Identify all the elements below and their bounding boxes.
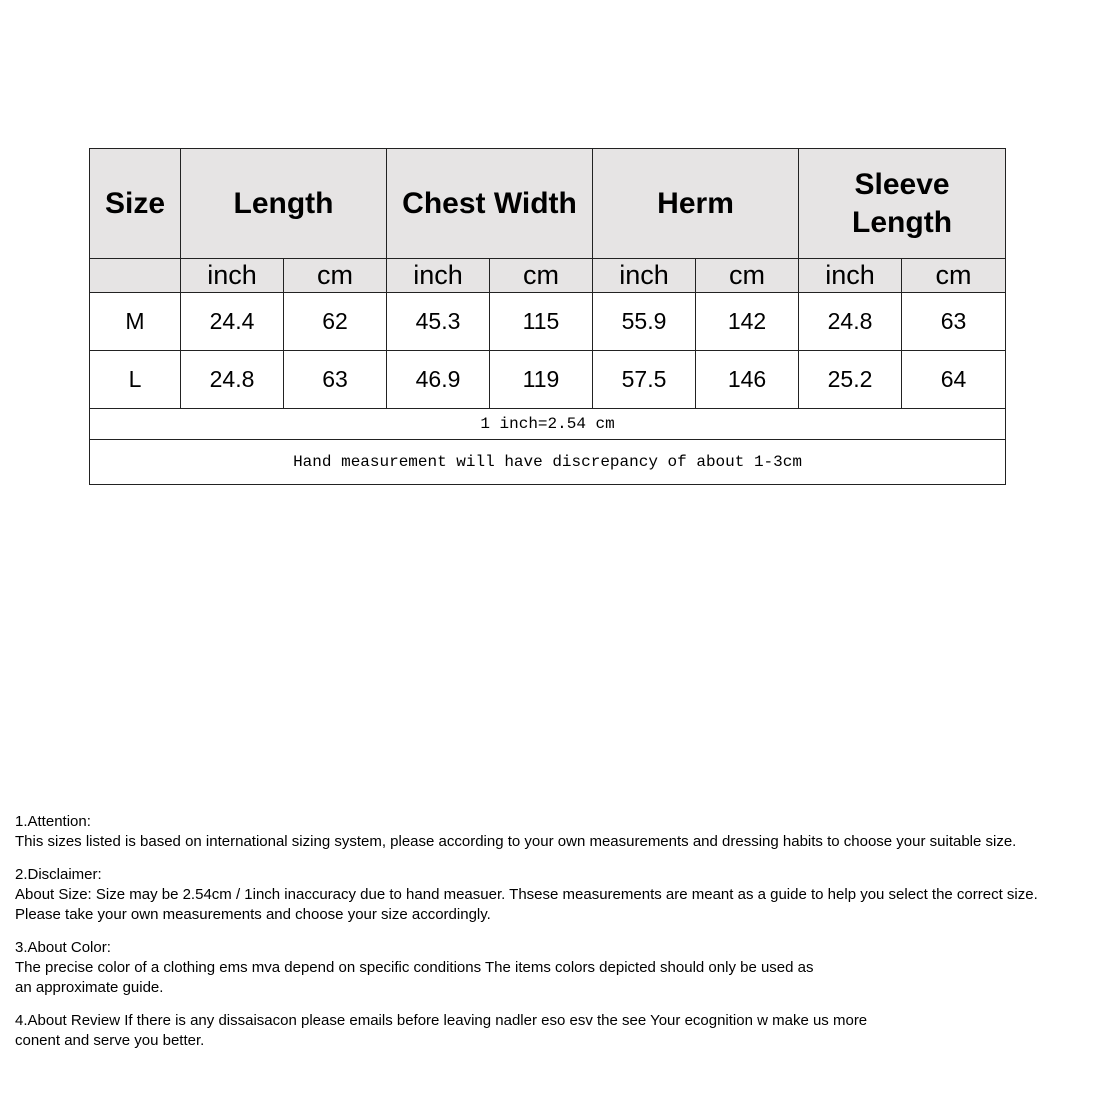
value-cell: 25.2 xyxy=(799,351,902,409)
table-row xyxy=(90,351,1006,409)
header-sleeve-length xyxy=(799,149,1006,259)
unit-cell: cm xyxy=(284,259,387,293)
header-length: Length xyxy=(181,149,387,259)
header-sleeve-line2: Length xyxy=(852,205,953,239)
table-row xyxy=(90,293,1006,351)
color-text-2: an approximate guide. xyxy=(15,979,164,996)
conversion-note: 1 inch=2.54 cm xyxy=(90,409,1006,440)
color-title: 3.About Color: xyxy=(15,939,111,956)
value-cell: 142 xyxy=(696,293,799,351)
review-text-1: 4.About Review If there is any dissaisacon please emails before leaving nadler eso esv the see Your ecognition w make us more xyxy=(15,1012,868,1029)
unit-cell-blank xyxy=(90,259,181,293)
unit-row xyxy=(90,259,1006,293)
header-herm: Herm xyxy=(593,149,799,259)
value-cell: 63 xyxy=(284,351,387,409)
unit-cell: inch xyxy=(181,259,284,293)
value-cell: 46.9 xyxy=(387,351,490,409)
value-cell: 146 xyxy=(696,351,799,409)
unit-cell: inch xyxy=(593,259,696,293)
measurement-row xyxy=(90,440,1006,485)
color-note xyxy=(15,938,1100,998)
review-text-2: conent and serve you better. xyxy=(15,1032,205,1049)
disclaimer-text-1: About Size: Size may be 2.54cm / 1inch inaccuracy due to hand measuer. Thsese measurements are meant as a guide to help you select the correct size. xyxy=(15,886,1038,903)
value-cell: 24.8 xyxy=(181,351,284,409)
header-size: Size xyxy=(90,149,181,259)
attention-title: 1.Attention: xyxy=(15,813,91,830)
unit-cell: inch xyxy=(387,259,490,293)
attention-text: This sizes listed is based on international sizing system, please according to your own measurements and dressing habits to choose your suitable size. xyxy=(15,833,1017,850)
unit-cell: cm xyxy=(902,259,1006,293)
disclaimer-title: 2.Disclaimer: xyxy=(15,866,102,883)
value-cell: 45.3 xyxy=(387,293,490,351)
header-row xyxy=(90,149,1006,259)
unit-cell: cm xyxy=(696,259,799,293)
unit-cell: inch xyxy=(799,259,902,293)
conversion-row xyxy=(90,409,1006,440)
value-cell: 24.4 xyxy=(181,293,284,351)
header-sleeve-line1: Sleeve xyxy=(854,167,950,201)
notes-section xyxy=(15,812,1100,1064)
review-note xyxy=(15,1011,1100,1051)
measurement-note: Hand measurement will have discrepancy of about 1-3cm xyxy=(90,440,1006,485)
size-cell: M xyxy=(90,293,181,351)
value-cell: 63 xyxy=(902,293,1006,351)
size-chart-table xyxy=(89,148,1006,485)
value-cell: 55.9 xyxy=(593,293,696,351)
attention-note xyxy=(15,812,1100,852)
size-cell: L xyxy=(90,351,181,409)
color-text-1: The precise color of a clothing ems mva depend on specific conditions The items colors depicted should only be used as xyxy=(15,959,814,976)
disclaimer-text-2: Please take your own measurements and choose your size accordingly. xyxy=(15,906,491,923)
value-cell: 115 xyxy=(490,293,593,351)
header-chest-width: Chest Width xyxy=(387,149,593,259)
value-cell: 64 xyxy=(902,351,1006,409)
value-cell: 57.5 xyxy=(593,351,696,409)
value-cell: 119 xyxy=(490,351,593,409)
value-cell: 24.8 xyxy=(799,293,902,351)
unit-cell: cm xyxy=(490,259,593,293)
disclaimer-note xyxy=(15,865,1100,925)
value-cell: 62 xyxy=(284,293,387,351)
